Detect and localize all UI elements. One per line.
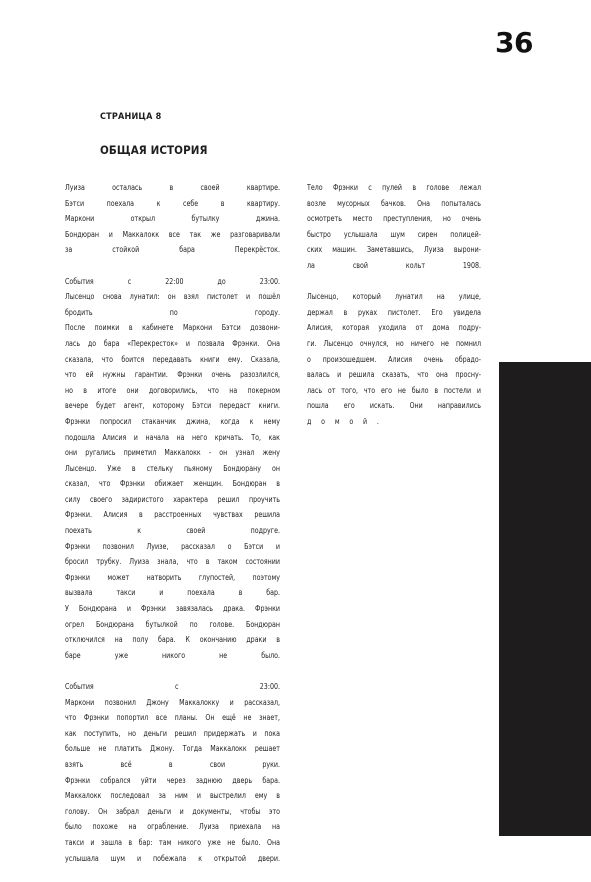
text-line: Маркони позвонил Джону Маккалокку и рассказал, [65,696,280,707]
text-line: Луиза осталась в своей квартире. [65,182,280,192]
text-line: бросил трубку. Луиза знала, что в таком состоянии [65,556,280,567]
paragraph [65,679,280,866]
text-line: как поступить, но деньги решил придержать и пока [65,727,280,738]
text-line: но в итоге они договорились, что на покерном [65,384,280,395]
text-line: сказала, что боится передавать книги ему. Сказала, [65,353,280,364]
text-line: Маркони открыл бутылку джина. [65,213,280,224]
right-text-column [307,180,481,445]
text-line: вызвала такси и поехала в бар. [65,587,280,598]
text-line: Фрэнки попросил стаканчик джина, когда к нему [65,415,280,426]
text-line: услышала шум и побежала к открытой двери. [65,852,280,863]
text-line: возле мусорных бачков. Она попыталась [307,197,481,208]
text-line: пошла его искать. Они направились [307,400,481,411]
text-line: такси и зашла в бар: там никого уже не было. Она [65,836,280,847]
text-line: Лысенцо снова лунатил: он взял пистолет и пошёл [65,291,280,302]
text-line: домой. [307,415,389,426]
decorative-side-bar [499,362,591,836]
text-line: за стойкой бара Перекрёсток. [65,244,280,255]
page-label: СТРАНИЦА 8 [100,112,162,122]
text-line: Лысенцо, который лунатил на улице, [307,291,481,302]
text-line: Лысенцо. Уже в стельку пьяному Бондюрану он [65,462,280,473]
text-line: События с 23:00. [65,681,280,691]
text-line: После поимки в кабинете Маркони Бэтси дозвони- [65,322,280,333]
text-line: бродить по городу. [65,306,280,317]
text-line: осмотреть место преступления, но очень [307,213,481,224]
text-line: ла свой кольт 1908. [307,259,481,270]
text-line: отключился на полу бара. К окончанию драки в [65,634,280,645]
text-line: Бэтси поехала к себе в квартиру. [65,197,280,208]
text-line: вечере будет агент, которому Бэтси передаст книги. [65,400,280,411]
text-line: Фрэнки позвонил Луизе, рассказал о Бэтси и [65,540,280,551]
text-line: валась и решила сказать, что она просну- [307,369,481,380]
text-line: огрел Бондюрана бутылкой по голове. Бондюран [65,618,280,629]
paragraph [307,289,481,429]
text-line: баре уже никого не было. [65,649,280,660]
paragraph [65,274,280,664]
text-line: Тело Фрэнки с пулей в голове лежал [307,182,481,192]
text-line: что ей нужны гарантии. Фрэнки очень разозлился, [65,369,280,380]
text-line: События с 22:00 до 23:00. [65,275,280,286]
text-line: Маккалокк последовал за ним и выстрелил ему в [65,790,280,801]
text-line: Бондюран и Маккалокк все так же разговаривали [65,228,280,239]
paragraph [307,180,481,274]
text-line: о произошедшем. Алисия очень обрадо- [307,353,481,364]
text-line: было похоже на ограбление. Луиза приехала на [65,821,280,832]
text-line: быстро услышала шум сирен полицей- [307,228,481,239]
section-title: ОБЩАЯ ИСТОРИЯ [100,143,208,157]
text-line: они ругались приметил Маккалокк - он узнал жену [65,447,280,458]
text-line: держал в руках пистолет. Его увидела [307,306,481,317]
text-line: подошла Алисия и начала на него кричать. То, как [65,431,280,442]
text-line: голову. Он забрал деньги и документы, чтобы это [65,805,280,816]
page-number: 36 [495,26,533,59]
left-text-column [65,180,280,882]
text-line: Алисия, которая уходила от дома подру- [307,322,481,333]
text-line: больше не платить Джону. Тогда Маккалокк решает [65,743,280,754]
paragraph [65,180,280,258]
text-line: ги. Лысенцо очнулся, но ничего не помнил [307,337,481,348]
text-line: лась от того, что его не было в постели и [307,384,481,395]
text-line: Фрэнки. Алисия в расстроенных чувствах решила [65,509,280,520]
text-line: лась до бара «Перекресток» и позвала Фрэнки. Она [65,337,280,348]
text-line: ских машин. Заметавшись, Луиза вырони- [307,244,481,255]
text-line: У Бондюрана и Фрэнки завязалась драка. Фрэнки [65,603,280,614]
text-line: Фрэнки может натворить глупостей, поэтому [65,571,280,582]
text-line: что Фрэнки попортил все планы. Он ещё не знает, [65,712,280,723]
text-line: взять всё в свои руки. [65,758,280,769]
text-line: силу своего задиристого характера решил проучить [65,493,280,504]
text-line: сказал, что Фрэнки обижает женщин. Бондюран в [65,478,280,489]
text-line: поехать к своей подруге. [65,525,280,536]
text-line: Фрэнки собрался уйти через заднюю дверь бара. [65,774,280,785]
